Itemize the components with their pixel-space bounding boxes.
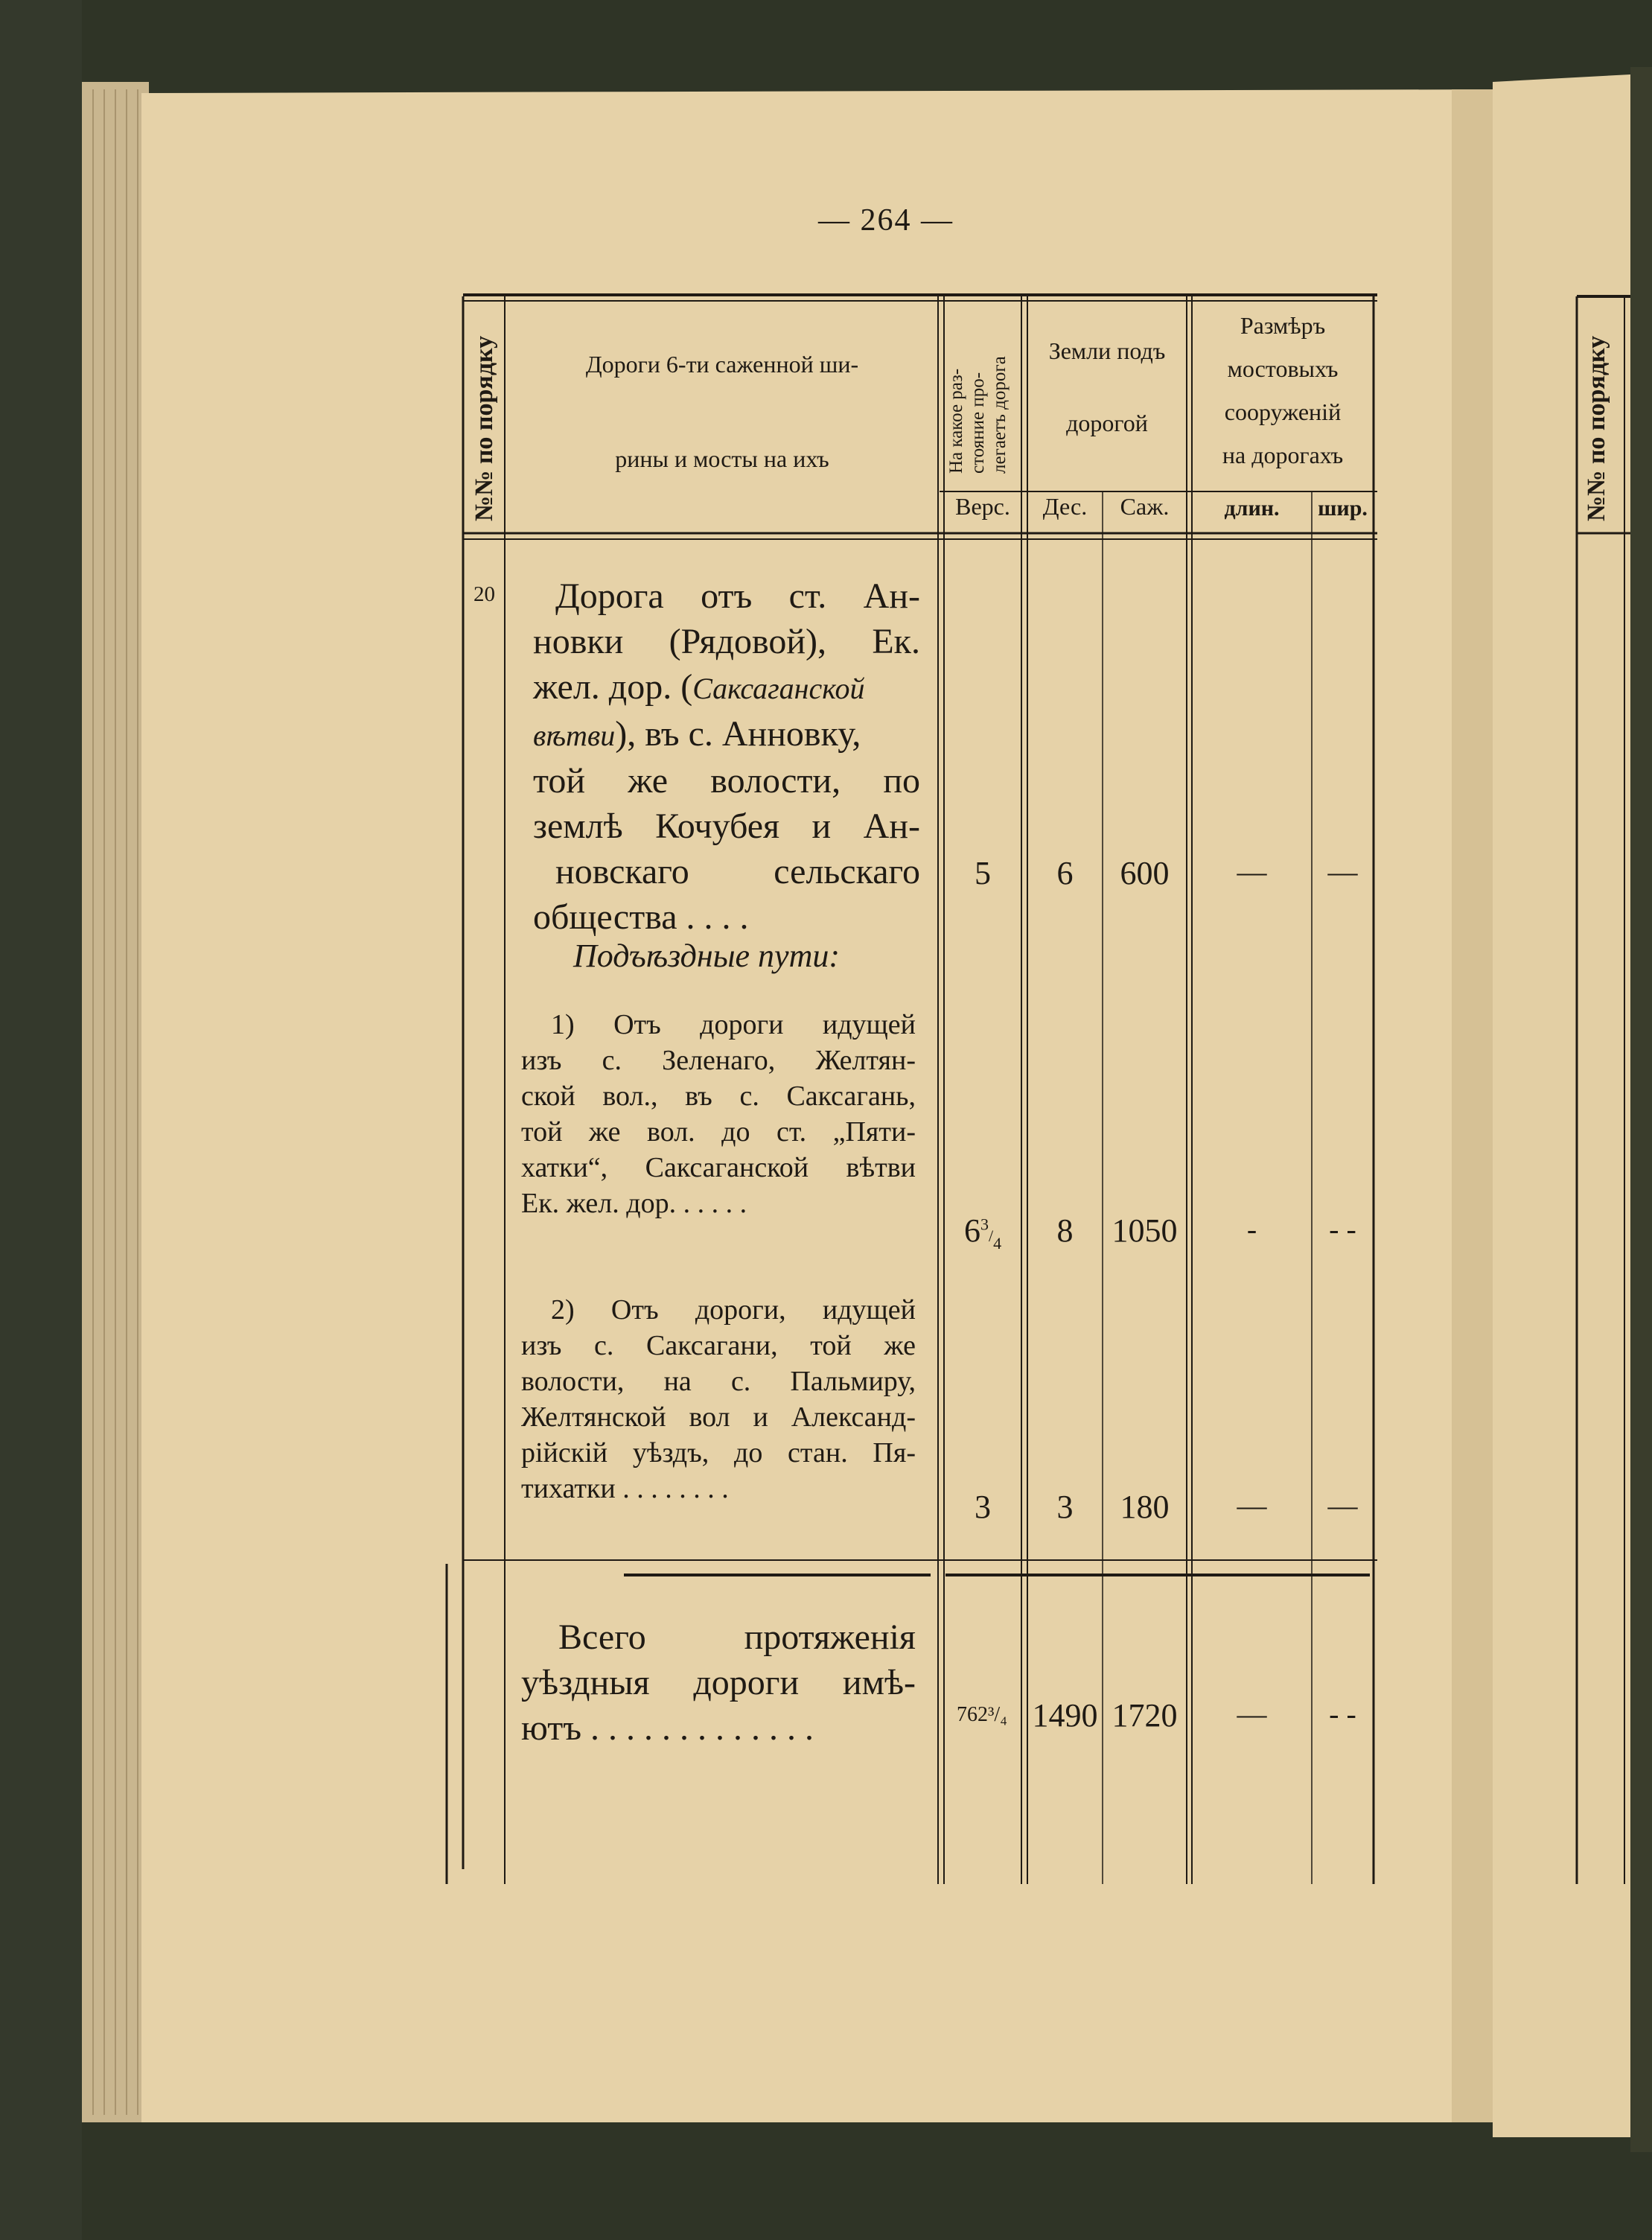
total-line: ютъ . . . . . . . . . . . . . bbox=[521, 1708, 814, 1748]
access-2-sazh: 180 bbox=[1120, 1489, 1170, 1525]
entry-line: Дорога отъ ст. Ан- bbox=[555, 576, 920, 616]
access-line: Ек. жел. дор. . . . . . bbox=[521, 1188, 747, 1219]
total-line: Всего протяженія bbox=[558, 1617, 916, 1657]
access-line: Желтянской вол и Александ- bbox=[521, 1401, 916, 1433]
header-col-road-line1: Дороги 6-ти саженной ши- bbox=[585, 351, 859, 378]
access-2-des: 3 bbox=[1056, 1489, 1074, 1525]
total-verst: 762³/₄ bbox=[957, 1703, 1007, 1726]
header-col-bridges-line4: на дорогахъ bbox=[1222, 442, 1344, 468]
page-number: — 264 — bbox=[818, 203, 954, 238]
subheader-sazh: Саж. bbox=[1120, 493, 1170, 520]
entry-length: — bbox=[1237, 855, 1267, 888]
entry-number: 20 bbox=[473, 582, 495, 606]
access-1-sazh: 1050 bbox=[1112, 1212, 1178, 1249]
access-line: ской вол., въ с. Саксагань, bbox=[521, 1081, 916, 1112]
total-line: уѣздныя дороги имѣ- bbox=[521, 1663, 916, 1702]
total-description bbox=[521, 1614, 916, 1751]
subheader-width: шир. bbox=[1318, 496, 1368, 521]
access-1-verst: $6^3/_4$ bbox=[963, 1212, 1002, 1253]
access-line: хатки“, Саксаганской вѣтви bbox=[521, 1152, 916, 1183]
access-2-length: — bbox=[1237, 1489, 1267, 1522]
access-line: 2) Отъ дороги, идущей bbox=[551, 1294, 916, 1326]
header-col-bridges-line1: Размѣръ bbox=[1240, 312, 1326, 339]
header-col-bridges-line2: мостовыхъ bbox=[1227, 355, 1339, 382]
access-title: Подъѣздные пути: bbox=[573, 938, 841, 974]
access-road-2 bbox=[521, 1292, 916, 1506]
subheader-length: длин. bbox=[1224, 496, 1280, 521]
entry-line: новки (Рядовой), Ек. bbox=[533, 622, 920, 661]
entry-sazh: 600 bbox=[1120, 855, 1170, 891]
access-1-des: 8 bbox=[1056, 1212, 1074, 1249]
entry-description bbox=[533, 573, 920, 940]
entry-line: жел. дор. (Саксаганской bbox=[533, 667, 865, 707]
right-page-col-number: №№ по порядку bbox=[1583, 335, 1610, 521]
entry-line: общества . . . . bbox=[533, 897, 749, 937]
access-1-length: - bbox=[1246, 1212, 1257, 1246]
access-line: изъ с. Саксагани, той же bbox=[521, 1330, 916, 1361]
access-line: рійскій уѣздъ, до стан. Пя- bbox=[521, 1437, 916, 1469]
subheader-verst: Верс. bbox=[955, 493, 1010, 520]
access-road-1 bbox=[521, 1007, 916, 1221]
total-des: 1490 bbox=[1032, 1697, 1098, 1734]
access-line: 1) Отъ дороги идущей bbox=[551, 1009, 916, 1040]
total-length: — bbox=[1237, 1697, 1267, 1731]
header-col-distance-line1: На какое раз- bbox=[946, 368, 966, 474]
entry-verst: 5 bbox=[975, 855, 991, 891]
access-2-width: — bbox=[1327, 1489, 1358, 1522]
header-col-distance-line3: легаетъ дорога bbox=[989, 356, 1010, 474]
entry-width: — bbox=[1327, 855, 1358, 888]
entry-line: той же волости, по bbox=[533, 761, 920, 801]
access-1-width: - - bbox=[1329, 1212, 1356, 1246]
access-2-verst: 3 bbox=[975, 1489, 991, 1525]
header-col-distance-line2: стояние про- bbox=[968, 372, 988, 474]
entry-line: вѣтви), въ с. Анновку, bbox=[533, 714, 861, 754]
access-line: тихатки . . . . . . . . bbox=[521, 1473, 729, 1504]
entry-line: землѣ Кочубея и Ан- bbox=[533, 806, 920, 846]
header-col-land-line2: дорогой bbox=[1066, 410, 1148, 436]
access-line: волости, на с. Пальмиру, bbox=[521, 1366, 916, 1397]
subheader-des: Дес. bbox=[1042, 493, 1088, 520]
total-sazh: 1720 bbox=[1112, 1697, 1178, 1734]
access-line: изъ с. Зеленаго, Желтян- bbox=[521, 1045, 916, 1076]
total-width: - - bbox=[1329, 1697, 1356, 1731]
header-col-land-line1: Земли подъ bbox=[1048, 337, 1166, 364]
header-col-road-line2: рины и мосты на ихъ bbox=[615, 445, 829, 472]
access-line: той же вол. до ст. „Пяти- bbox=[521, 1116, 916, 1148]
header-col-bridges-line3: сооруженій bbox=[1224, 398, 1342, 425]
header-col-number: №№ по порядку bbox=[471, 335, 498, 521]
entry-des: 6 bbox=[1056, 855, 1074, 891]
entry-line: новскаго сельскаго bbox=[555, 852, 920, 891]
